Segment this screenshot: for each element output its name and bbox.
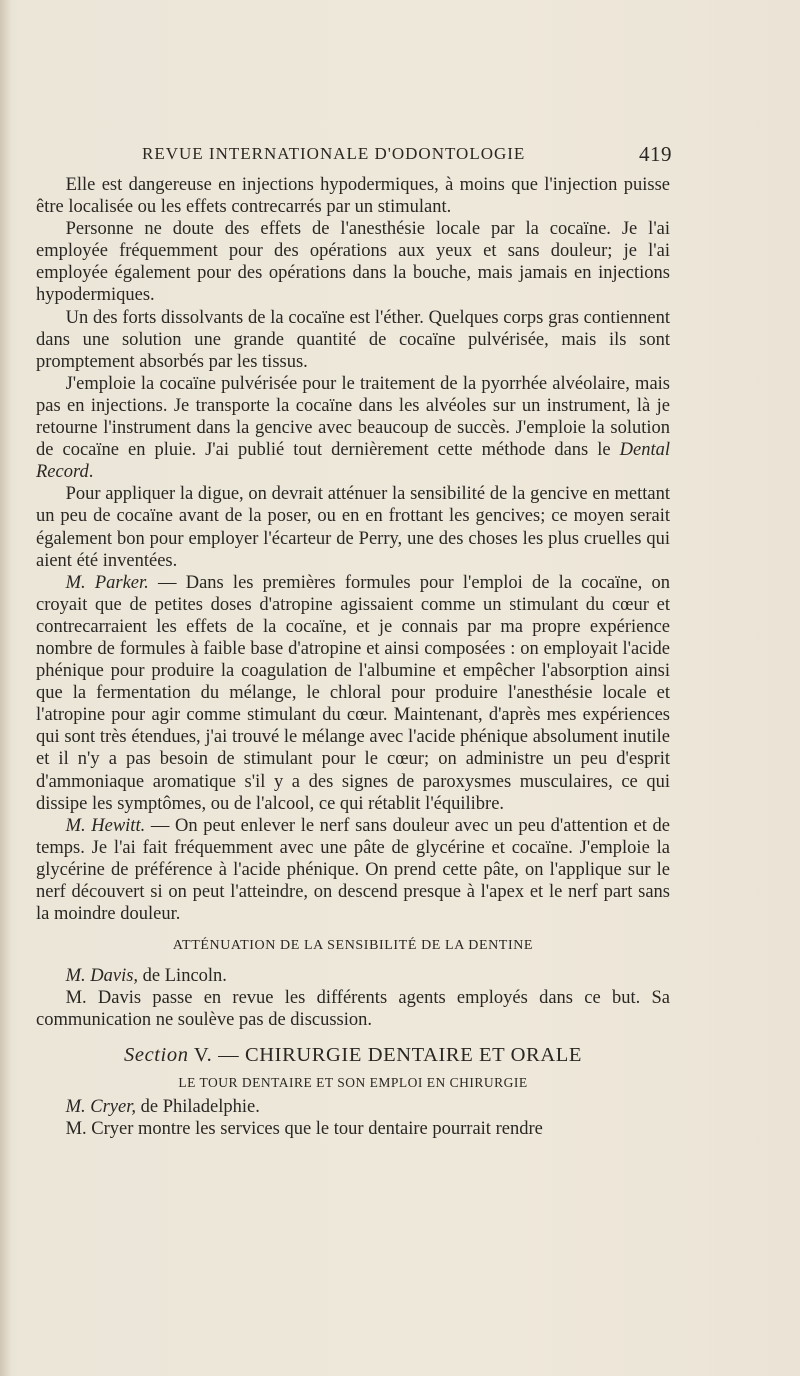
paragraph-text: — On peut enlever le nerf sans douleur avec un peu d'attention et de temps. Je l'ai fait fréquemment avec une pâte de glycérine et cocaïne. J'emploie la glycérine de préférence à l'acide phénique. On prend cette pâte, on l'applique sur le nerf découvert si on peut l'atteindre, on descend presque à l'apex et le nerf part sans la moindre douleur. <box>36 815 671 925</box>
running-title: REVUE INTERNATIONALE D'ODONTOLOGIE <box>142 144 526 163</box>
running-header <box>36 142 672 168</box>
paragraph-text: — Dans les premières formules pour l'emploi de la cocaïne, on croyait que de petites doses d'atropine agissaient comme un stimulant du cœur et contrecarraient les effets de la cocaïne, et je connais par ma propre expérience nombre de formules à faible base d'atropine et ainsi composées : on employait l'acide phénique pour produire la coagulation de l'albumine et empêcher l'absorption ainsi que la fermentation du mélange, le chloral pour produire l'anesthésie locale et l'atropine pour agir comme stimulant du cœur. Maintenant, d'après mes expériences qui sont très étendues, j'ai trouvé le mélange avec l'acide phénique absolument inutile et il n'y a pas besoin de stimulant pour le cœur; on administre un peu d'esprit d'ammoniaque aromatique s'il y a des signes de paroxysmes musculaires, ce qui dissipe les symptômes, ou de l'alcool, ce qui rétablit l'équilibre. <box>36 572 670 814</box>
paragraph-text: . <box>88 462 94 483</box>
paragraph <box>36 815 670 925</box>
paragraph: Elle est dangereuse en injections hypodermiques, à moins que l'injection puisse être localisée ou les effets contrecarrés par un stimulant. <box>36 175 670 218</box>
section-title <box>36 1044 670 1066</box>
speaker-name: M. Parker. <box>65 572 149 593</box>
speaker-name: M. Cryer, <box>65 1096 136 1117</box>
paragraph <box>36 572 670 815</box>
paragraph <box>36 1096 670 1118</box>
paragraph-text: J'emploie la cocaïne pulvérisée pour le traitement de la pyorrhée alvéolaire, mais pas en injections. Je transporte la cocaïne dans les alvéoles sur un instrument, là je retourne l'instrument dans la gencive avec beaucoup de succès. J'emploie la solution de cocaïne en pluie. J'ai publié tout dernièrement cette méthode dans le <box>36 373 670 461</box>
body-text <box>36 174 670 1140</box>
section-subtitle: LE TOUR DENTAIRE ET SON EMPLOI EN CHIRURGIE <box>178 1074 528 1090</box>
speaker-name: M. Davis, <box>65 966 139 987</box>
section-label: Section <box>124 1043 189 1066</box>
paragraph: M. Davis passe en revue les différents agents employés dans ce but. Sa communication ne soulève pas de discussion. <box>36 988 670 1031</box>
subsection-heading: ATTÉNUATION DE LA SENSIBILITÉ DE LA DENTINE <box>172 938 534 954</box>
paragraph-text: de Philadelphie. <box>140 1096 260 1117</box>
book-spine-shadow <box>0 0 10 1376</box>
paragraph-text: de Lincoln. <box>142 966 227 987</box>
journal-title: Dental Record <box>36 440 670 483</box>
paragraph: Personne ne doute des effets de l'anesthésie locale par la cocaïne. Je l'ai employée fréquemment pour des opérations aux yeux et sans douleur; je l'ai employée également pour des opérations dans la bouche, mais jamais en injections hypodermiques. <box>36 219 670 306</box>
page-number: 419 <box>639 142 672 166</box>
paragraph: M. Cryer montre les services que le tour dentaire pourrait rendre <box>65 1118 543 1139</box>
paragraph <box>36 965 670 987</box>
paragraph <box>36 373 670 483</box>
paragraph: Pour appliquer la digue, on devrait atténuer la sensibilité de la gencive en mettant un peu de cocaïne avant de la poser, ou en en frottant les gencives; ce moyen serait également bon pour employer l'écarteur de Perry, une des choses les plus cruelles qui aient été inventées. <box>36 484 670 571</box>
paragraph: Un des forts dissolvants de la cocaïne est l'éther. Quelques corps gras contiennent dans une solution une grande quantité de cocaïne pulvérisée, mais ils sont promptement absorbés par les tissus. <box>36 307 670 372</box>
section-title-text: V. — CHIRURGIE DENTAIRE ET ORALE <box>193 1043 582 1066</box>
speaker-name: M. Hewitt. <box>65 815 146 836</box>
